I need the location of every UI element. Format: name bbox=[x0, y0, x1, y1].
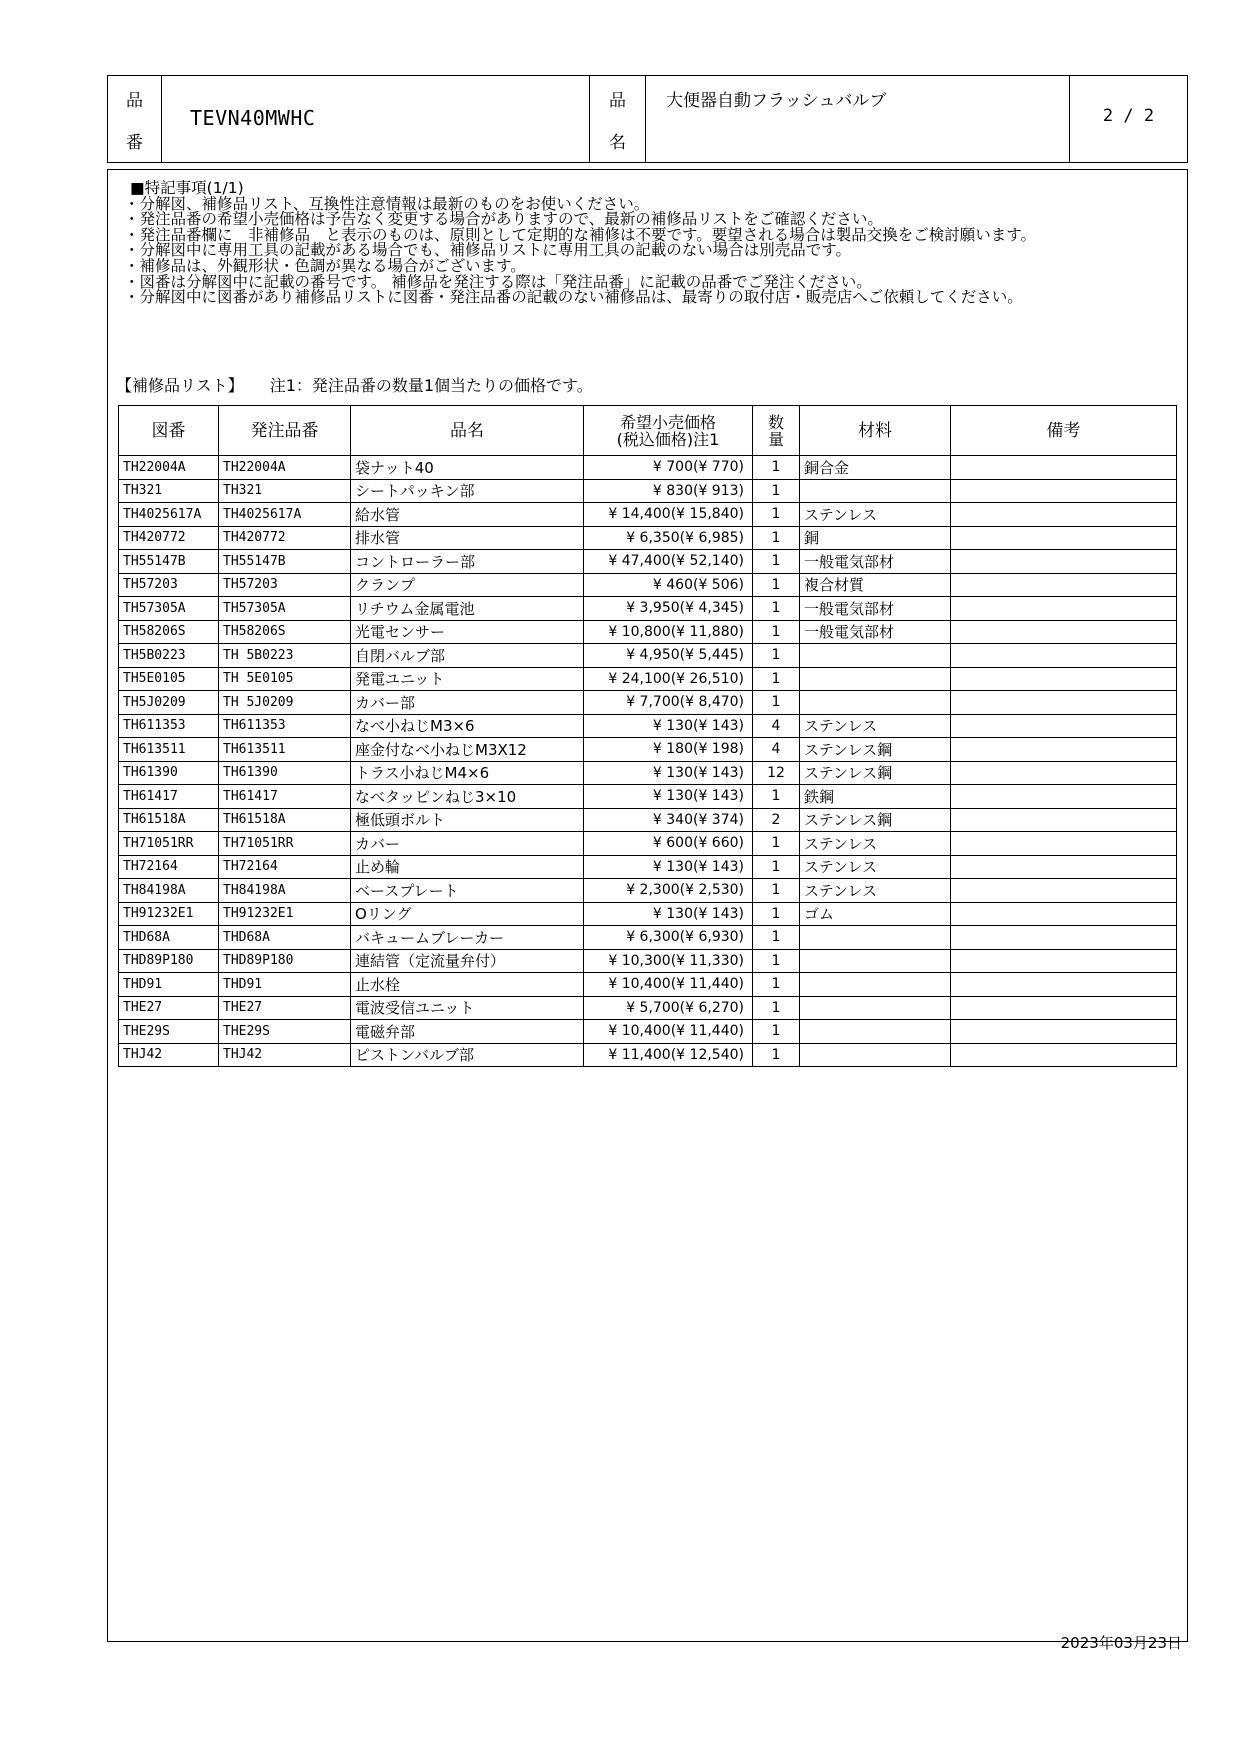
cell-qty: 1 bbox=[753, 785, 800, 809]
cell-remarks bbox=[951, 785, 1177, 809]
table-row bbox=[119, 785, 1177, 809]
col-price bbox=[584, 406, 753, 456]
cell-name: 排水管 bbox=[351, 526, 584, 550]
cell-price: ¥ 24,100(¥ 26,510) bbox=[584, 667, 753, 691]
cell-price: ¥ 10,300(¥ 11,330) bbox=[584, 949, 753, 973]
cell-fig-no: TH72164 bbox=[119, 855, 219, 879]
cell-name: ベースプレート bbox=[351, 879, 584, 903]
cell-name: ピストンバルブ部 bbox=[351, 1043, 584, 1067]
cell-qty: 1 bbox=[753, 550, 800, 574]
cell-price: ¥ 5,700(¥ 6,270) bbox=[584, 996, 753, 1020]
cell-material: ゴム bbox=[800, 902, 951, 926]
cell-fig-no: TH61417 bbox=[119, 785, 219, 809]
table-row bbox=[119, 573, 1177, 597]
cell-qty: 1 bbox=[753, 526, 800, 550]
cell-fig-no: TH71051RR bbox=[119, 832, 219, 856]
cell-name: 電磁弁部 bbox=[351, 1020, 584, 1044]
cell-fig-no: THE27 bbox=[119, 996, 219, 1020]
cell-fig-no: THE29S bbox=[119, 1020, 219, 1044]
cell-price: ¥ 130(¥ 143) bbox=[584, 855, 753, 879]
cell-material: ステンレス bbox=[800, 879, 951, 903]
cell-remarks bbox=[951, 761, 1177, 785]
cell-material: 一般電気部材 bbox=[800, 550, 951, 574]
cell-order-no: TH55147B bbox=[219, 550, 351, 574]
note-line: ・分解図中に図番があり補修品リストに図番・発注品番の記載のない補修品は、最寄りの取付店・販売店へご依頼してください。 bbox=[124, 288, 1023, 307]
cell-qty: 2 bbox=[753, 808, 800, 832]
col-name: 品名 bbox=[351, 406, 584, 456]
cell-material: 鉄鋼 bbox=[800, 785, 951, 809]
cell-order-no: TH 5J0209 bbox=[219, 691, 351, 715]
cell-name: カバー bbox=[351, 832, 584, 856]
cell-name: 座金付なべ小ねじM3X12 bbox=[351, 738, 584, 762]
table-row bbox=[119, 996, 1177, 1020]
cell-price: ¥ 14,400(¥ 15,840) bbox=[584, 503, 753, 527]
col-price-line1: 希望小売価格 bbox=[619, 412, 716, 432]
cell-order-no: THD89P180 bbox=[219, 949, 351, 973]
cell-material: 複合材質 bbox=[800, 573, 951, 597]
cell-price: ¥ 2,300(¥ 2,530) bbox=[584, 879, 753, 903]
cell-fig-no: TH420772 bbox=[119, 526, 219, 550]
cell-qty: 1 bbox=[753, 949, 800, 973]
note-line: ・発注品番の希望小売価格は予告なく変更する場合がありますので、最新の補修品リストをご確認ください。 bbox=[124, 210, 883, 229]
col-qty-line2: 量 bbox=[767, 429, 784, 449]
cell-qty: 1 bbox=[753, 902, 800, 926]
cell-fig-no: THJ42 bbox=[119, 1043, 219, 1067]
cell-order-no: TH72164 bbox=[219, 855, 351, 879]
cell-fig-no: TH22004A bbox=[119, 456, 219, 480]
cell-remarks bbox=[951, 996, 1177, 1020]
note-line: ・分解図、補修品リスト、互換性注意情報は最新のものをお使いください。 bbox=[124, 194, 650, 213]
cell-material: 一般電気部材 bbox=[800, 620, 951, 644]
name-label-top: 品 bbox=[609, 91, 626, 111]
cell-name: リチウム金属電池 bbox=[351, 597, 584, 621]
cell-order-no: TH613511 bbox=[219, 738, 351, 762]
name-label-cell bbox=[590, 76, 646, 162]
cell-price: ¥ 6,300(¥ 6,930) bbox=[584, 926, 753, 950]
cell-material: 銅合金 bbox=[800, 456, 951, 480]
table-row bbox=[119, 738, 1177, 762]
product-name-cell bbox=[646, 76, 1070, 162]
cell-order-no: TH84198A bbox=[219, 879, 351, 903]
cell-material: ステンレス鋼 bbox=[800, 761, 951, 785]
table-row bbox=[119, 902, 1177, 926]
cell-price: ¥ 10,800(¥ 11,880) bbox=[584, 620, 753, 644]
cell-price: ¥ 130(¥ 143) bbox=[584, 761, 753, 785]
part-no-label-top: 品 bbox=[126, 91, 143, 111]
cell-remarks bbox=[951, 644, 1177, 668]
cell-remarks bbox=[951, 926, 1177, 950]
cell-price: ¥ 600(¥ 660) bbox=[584, 832, 753, 856]
cell-order-no: THD91 bbox=[219, 973, 351, 997]
cell-name: 連結管（定流量弁付） bbox=[351, 949, 584, 973]
parts-table bbox=[118, 405, 1177, 1067]
parts-table-body bbox=[119, 456, 1177, 1067]
table-row bbox=[119, 526, 1177, 550]
cell-name: 光電センサー bbox=[351, 620, 584, 644]
cell-remarks bbox=[951, 597, 1177, 621]
cell-order-no: TH58206S bbox=[219, 620, 351, 644]
part-no-label-bottom: 番 bbox=[126, 133, 143, 153]
cell-remarks bbox=[951, 1043, 1177, 1067]
table-row bbox=[119, 949, 1177, 973]
table-row bbox=[119, 550, 1177, 574]
part-number: TEVN40MWHC bbox=[190, 106, 316, 130]
cell-remarks bbox=[951, 879, 1177, 903]
cell-order-no: TH4025617A bbox=[219, 503, 351, 527]
cell-fig-no: TH5B0223 bbox=[119, 644, 219, 668]
cell-fig-no: TH321 bbox=[119, 479, 219, 503]
col-material: 材料 bbox=[800, 406, 951, 456]
cell-qty: 1 bbox=[753, 456, 800, 480]
cell-remarks bbox=[951, 620, 1177, 644]
cell-material bbox=[800, 644, 951, 668]
cell-qty: 4 bbox=[753, 738, 800, 762]
notes-title: ■特記事項(1/1) bbox=[130, 179, 244, 197]
cell-remarks bbox=[951, 456, 1177, 480]
cell-order-no: TH 5E0105 bbox=[219, 667, 351, 691]
cell-material: ステンレス bbox=[800, 855, 951, 879]
note-line: ・分解図中に専用工具の記載がある場合でも、補修品リストに専用工具の記載のない場合は別売品です。 bbox=[124, 241, 851, 260]
cell-name: 電波受信ユニット bbox=[351, 996, 584, 1020]
cell-name: バキュームブレーカー bbox=[351, 926, 584, 950]
cell-fig-no: TH55147B bbox=[119, 550, 219, 574]
col-qty bbox=[753, 406, 800, 456]
cell-fig-no: TH84198A bbox=[119, 879, 219, 903]
cell-order-no: TH22004A bbox=[219, 456, 351, 480]
cell-price: ¥ 7,700(¥ 8,470) bbox=[584, 691, 753, 715]
table-row bbox=[119, 620, 1177, 644]
cell-qty: 1 bbox=[753, 620, 800, 644]
cell-price: ¥ 3,950(¥ 4,345) bbox=[584, 597, 753, 621]
col-fig-no: 図番 bbox=[119, 406, 219, 456]
cell-remarks bbox=[951, 808, 1177, 832]
cell-order-no: TH61518A bbox=[219, 808, 351, 832]
cell-qty: 1 bbox=[753, 1043, 800, 1067]
note-line: ・発注品番欄に 非補修品 と表示のものは、原則として定期的な補修は不要です。要望される場合は製品交換をご検討願います。 bbox=[124, 225, 1037, 244]
cell-name: トラス小ねじM4×6 bbox=[351, 761, 584, 785]
table-row bbox=[119, 926, 1177, 950]
cell-remarks bbox=[951, 714, 1177, 738]
col-qty-line1: 数 bbox=[767, 412, 784, 432]
cell-remarks bbox=[951, 503, 1177, 527]
cell-fig-no: TH611353 bbox=[119, 714, 219, 738]
parts-list-heading bbox=[116, 373, 593, 396]
cell-fig-no: TH61518A bbox=[119, 808, 219, 832]
cell-order-no: TH91232E1 bbox=[219, 902, 351, 926]
cell-price: ¥ 10,400(¥ 11,440) bbox=[584, 973, 753, 997]
cell-name: 自閉バルブ部 bbox=[351, 644, 584, 668]
cell-price: ¥ 6,350(¥ 6,985) bbox=[584, 526, 753, 550]
parts-list-title: 【補修品リスト】 bbox=[116, 376, 244, 395]
cell-price: ¥ 130(¥ 143) bbox=[584, 785, 753, 809]
table-row bbox=[119, 691, 1177, 715]
cell-qty: 1 bbox=[753, 573, 800, 597]
cell-name: 給水管 bbox=[351, 503, 584, 527]
issue-date: 2023年03月23日 bbox=[1060, 1634, 1182, 1652]
cell-name: シートパッキン部 bbox=[351, 479, 584, 503]
cell-material bbox=[800, 996, 951, 1020]
cell-order-no: THJ42 bbox=[219, 1043, 351, 1067]
table-row bbox=[119, 479, 1177, 503]
cell-fig-no: TH91232E1 bbox=[119, 902, 219, 926]
cell-qty: 4 bbox=[753, 714, 800, 738]
cell-name: 止水栓 bbox=[351, 973, 584, 997]
col-price-line2: (税込価格)注1 bbox=[616, 429, 720, 449]
cell-qty: 1 bbox=[753, 973, 800, 997]
cell-material: ステンレス鋼 bbox=[800, 738, 951, 762]
cell-material bbox=[800, 949, 951, 973]
table-row bbox=[119, 879, 1177, 903]
cell-name: Oリング bbox=[351, 902, 584, 926]
cell-material bbox=[800, 691, 951, 715]
cell-material: ステンレス鋼 bbox=[800, 808, 951, 832]
cell-fig-no: THD91 bbox=[119, 973, 219, 997]
cell-fig-no: TH4025617A bbox=[119, 503, 219, 527]
cell-fig-no: TH57305A bbox=[119, 597, 219, 621]
cell-material: 一般電気部材 bbox=[800, 597, 951, 621]
name-label-bottom: 名 bbox=[609, 133, 626, 153]
cell-qty: 1 bbox=[753, 996, 800, 1020]
cell-order-no: THE29S bbox=[219, 1020, 351, 1044]
cell-price: ¥ 700(¥ 770) bbox=[584, 456, 753, 480]
table-row bbox=[119, 667, 1177, 691]
cell-material: 銅 bbox=[800, 526, 951, 550]
cell-qty: 1 bbox=[753, 879, 800, 903]
table-row bbox=[119, 761, 1177, 785]
cell-remarks bbox=[951, 738, 1177, 762]
note-line: ・補修品は、外観形状・色調が異なる場合がございます。 bbox=[124, 256, 526, 275]
cell-remarks bbox=[951, 973, 1177, 997]
cell-material bbox=[800, 1020, 951, 1044]
cell-remarks bbox=[951, 691, 1177, 715]
cell-remarks bbox=[951, 949, 1177, 973]
col-order-no: 発注品番 bbox=[219, 406, 351, 456]
cell-price: ¥ 130(¥ 143) bbox=[584, 714, 753, 738]
cell-qty: 1 bbox=[753, 855, 800, 879]
cell-order-no: TH71051RR bbox=[219, 832, 351, 856]
table-row bbox=[119, 855, 1177, 879]
cell-name: なべタッピンねじ3×10 bbox=[351, 785, 584, 809]
cell-material: ステンレス bbox=[800, 503, 951, 527]
cell-order-no: THE27 bbox=[219, 996, 351, 1020]
table-row bbox=[119, 973, 1177, 997]
cell-fig-no: TH61390 bbox=[119, 761, 219, 785]
table-row bbox=[119, 1020, 1177, 1044]
cell-fig-no: THD89P180 bbox=[119, 949, 219, 973]
cell-fig-no: TH613511 bbox=[119, 738, 219, 762]
cell-remarks bbox=[951, 479, 1177, 503]
cell-qty: 1 bbox=[753, 503, 800, 527]
cell-fig-no: THD68A bbox=[119, 926, 219, 950]
cell-name: コントローラー部 bbox=[351, 550, 584, 574]
cell-qty: 1 bbox=[753, 832, 800, 856]
cell-material: ステンレス bbox=[800, 832, 951, 856]
table-header-row bbox=[119, 406, 1177, 456]
note-line: ・図番は分解図中に記載の番号です。 補修品を発注する際は「発注品番」に記載の品番でご発注ください。 bbox=[124, 272, 872, 291]
cell-order-no: TH611353 bbox=[219, 714, 351, 738]
cell-price: ¥ 11,400(¥ 12,540) bbox=[584, 1043, 753, 1067]
page-cell bbox=[1070, 76, 1187, 162]
cell-price: ¥ 340(¥ 374) bbox=[584, 808, 753, 832]
cell-price: ¥ 130(¥ 143) bbox=[584, 902, 753, 926]
table-row bbox=[119, 597, 1177, 621]
cell-qty: 12 bbox=[753, 761, 800, 785]
cell-order-no: TH61390 bbox=[219, 761, 351, 785]
cell-material: ステンレス bbox=[800, 714, 951, 738]
cell-name: カバー部 bbox=[351, 691, 584, 715]
cell-order-no: TH 5B0223 bbox=[219, 644, 351, 668]
cell-price: ¥ 10,400(¥ 11,440) bbox=[584, 1020, 753, 1044]
cell-material bbox=[800, 1043, 951, 1067]
cell-name: 極低頭ボルト bbox=[351, 808, 584, 832]
cell-material bbox=[800, 667, 951, 691]
cell-remarks bbox=[951, 832, 1177, 856]
cell-order-no: TH321 bbox=[219, 479, 351, 503]
cell-qty: 1 bbox=[753, 479, 800, 503]
table-row bbox=[119, 808, 1177, 832]
cell-name: なべ小ねじM3×6 bbox=[351, 714, 584, 738]
cell-qty: 1 bbox=[753, 644, 800, 668]
cell-price: ¥ 460(¥ 506) bbox=[584, 573, 753, 597]
cell-material bbox=[800, 926, 951, 950]
table-row bbox=[119, 456, 1177, 480]
cell-name: 止め輪 bbox=[351, 855, 584, 879]
product-name: 大便器自動フラッシュバルブ bbox=[666, 91, 887, 111]
cell-price: ¥ 4,950(¥ 5,445) bbox=[584, 644, 753, 668]
cell-material bbox=[800, 479, 951, 503]
cell-remarks bbox=[951, 1020, 1177, 1044]
page-number: 2 / 2 bbox=[1102, 106, 1155, 126]
cell-order-no: TH57305A bbox=[219, 597, 351, 621]
cell-remarks bbox=[951, 667, 1177, 691]
cell-price: ¥ 830(¥ 913) bbox=[584, 479, 753, 503]
cell-remarks bbox=[951, 902, 1177, 926]
cell-fig-no: TH58206S bbox=[119, 620, 219, 644]
parts-list-note: 注1：発注品番の数量1個当たりの価格です。 bbox=[269, 376, 593, 395]
cell-fig-no: TH5J0209 bbox=[119, 691, 219, 715]
cell-remarks bbox=[951, 526, 1177, 550]
document-header bbox=[107, 75, 1188, 163]
cell-name: 袋ナット40 bbox=[351, 456, 584, 480]
cell-name: クランプ bbox=[351, 573, 584, 597]
cell-price: ¥ 180(¥ 198) bbox=[584, 738, 753, 762]
part-no-label-cell bbox=[108, 76, 162, 162]
part-no-cell bbox=[162, 76, 590, 162]
cell-remarks bbox=[951, 573, 1177, 597]
col-remarks: 備考 bbox=[951, 406, 1177, 456]
cell-qty: 1 bbox=[753, 667, 800, 691]
table-row bbox=[119, 1043, 1177, 1067]
cell-qty: 1 bbox=[753, 597, 800, 621]
cell-order-no: TH420772 bbox=[219, 526, 351, 550]
cell-price: ¥ 47,400(¥ 52,140) bbox=[584, 550, 753, 574]
cell-remarks bbox=[951, 855, 1177, 879]
special-notes bbox=[124, 181, 1174, 306]
table-row bbox=[119, 714, 1177, 738]
cell-fig-no: TH57203 bbox=[119, 573, 219, 597]
cell-material bbox=[800, 973, 951, 997]
cell-qty: 1 bbox=[753, 926, 800, 950]
cell-remarks bbox=[951, 550, 1177, 574]
table-row bbox=[119, 503, 1177, 527]
table-row bbox=[119, 644, 1177, 668]
cell-qty: 1 bbox=[753, 691, 800, 715]
cell-name: 発電ユニット bbox=[351, 667, 584, 691]
cell-order-no: TH61417 bbox=[219, 785, 351, 809]
cell-qty: 1 bbox=[753, 1020, 800, 1044]
cell-order-no: TH57203 bbox=[219, 573, 351, 597]
cell-order-no: THD68A bbox=[219, 926, 351, 950]
table-row bbox=[119, 832, 1177, 856]
cell-fig-no: TH5E0105 bbox=[119, 667, 219, 691]
